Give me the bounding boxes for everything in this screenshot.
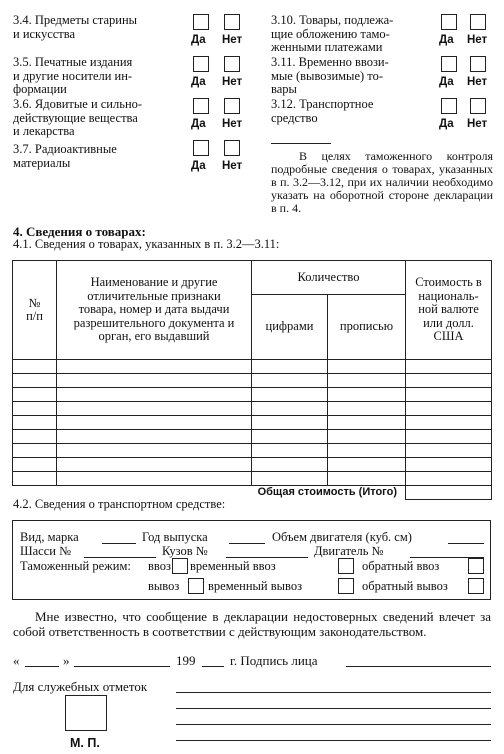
item-3-4-label: 3.4. Предметы старины и искусства [13,13,138,41]
note-separator [271,143,331,144]
table-row[interactable] [13,444,492,458]
import-label: ввоз [148,559,171,573]
temp-import-label: временный ввоз [190,559,276,573]
no-label: Нет [222,76,243,88]
yes-label: Да [439,76,454,88]
col-cost-header: Стоимость в националь-ной валюте или долл. США [406,261,492,360]
col-qty-header: Количество [252,261,406,295]
col-qty-words-header: прописью [328,295,406,360]
transport-title: 4.2. Сведения о транспортном средстве: [13,497,226,511]
section4-subtitle: 4.1. Сведения о товарах, указанных в п. 3.2—3.11: [13,237,280,251]
stamp-box[interactable] [65,695,107,731]
import-checkbox[interactable] [172,558,188,574]
item-3-5-label: 3.5. Печатные издания и другие носители ин- формации [13,55,133,96]
section4-title: 4. Сведения о товарах: [13,224,146,239]
export-label: вывоз [148,579,180,593]
signature-label: г. Подпись лица [230,653,318,668]
table-row[interactable] [13,458,492,472]
table-row[interactable] [13,402,492,416]
goods-table [12,260,492,500]
service-line-1[interactable] [176,692,491,693]
date-month-field[interactable] [74,666,170,667]
engine-label: Двигатель № [314,544,384,558]
temp-export-label: временный вывоз [208,579,303,593]
section3-note: В целях таможенного контроля подробные сведения о товарах, указанных в п. 3.2—3.12, при их наличии необходимо указать на оборотной стороне декларации в п. 4. [271,149,493,215]
liability-statement: Мне известно, что сообщение в декларации недостоверных сведений влечет за собой ответственность в соответствии с действующим законодательством. [13,609,491,639]
item-3-10-yes-checkbox[interactable] [441,14,457,30]
year-prefix: 199 [176,653,196,668]
date-open-quote: « [13,653,20,668]
item-3-6-yes-checkbox[interactable] [193,98,209,114]
yes-label: Да [439,34,454,46]
vehicle-type-field[interactable] [102,543,136,544]
reimport-label: обратный ввоз [362,559,440,573]
table-row[interactable] [13,430,492,444]
yes-label: Да [191,34,206,46]
no-label: Нет [222,160,243,172]
date-day-field[interactable] [25,666,59,667]
item-3-12-yes-checkbox[interactable] [441,98,457,114]
vehicle-year-field[interactable] [229,543,265,544]
reexport-label: обратный вывоз [362,579,448,593]
item-3-12-no-checkbox[interactable] [470,98,486,114]
vehicle-year-label: Год выпуска [142,530,208,544]
vehicle-type-label: Вид, марка [20,530,79,544]
item-3-7-label: 3.7. Радиоактивные материалы [13,142,117,170]
service-marks-label: Для служебных отметок [13,679,148,694]
body-field[interactable] [226,557,308,558]
temp-export-checkbox[interactable] [338,578,354,594]
table-row[interactable] [13,472,492,486]
table-row[interactable] [13,388,492,402]
service-line-4[interactable] [176,740,491,741]
no-label: Нет [467,34,488,46]
yes-label: Да [439,118,454,130]
item-3-5-yes-checkbox[interactable] [193,56,209,72]
export-checkbox[interactable] [188,578,204,594]
service-line-2[interactable] [176,708,491,709]
total-label: Общая стоимость (Итого) [13,486,406,500]
engine-volume-label: Объем двигателя (куб. см) [272,530,412,544]
engine-volume-field[interactable] [448,543,484,544]
date-close-quote: » [63,653,70,668]
item-3-5-no-checkbox[interactable] [224,56,240,72]
item-3-6-no-checkbox[interactable] [224,98,240,114]
yes-label: Да [191,76,206,88]
reexport-checkbox[interactable] [468,578,484,594]
table-row[interactable] [13,360,492,374]
item-3-10-label: 3.10. Товары, подлежа- щие обложению тамо- женными платежами [271,13,394,54]
item-3-11-yes-checkbox[interactable] [441,56,457,72]
col-no-header: № п/п [13,261,57,360]
chassis-label: Шасси № [20,544,71,558]
item-3-4-yes-checkbox[interactable] [193,14,209,30]
signature-field[interactable] [346,666,491,667]
item-3-7-yes-checkbox[interactable] [193,140,209,156]
item-3-11-label: 3.11. Временно ввози- мые (вывозимые) то- вары [271,55,389,96]
item-3-4-no-checkbox[interactable] [224,14,240,30]
reimport-checkbox[interactable] [468,558,484,574]
no-label: Нет [467,76,488,88]
temp-import-checkbox[interactable] [338,558,354,574]
yes-label: Да [191,118,206,130]
item-3-10-no-checkbox[interactable] [470,14,486,30]
item-3-12-label: 3.12. Транспортное средство [271,97,374,125]
item-3-7-no-checkbox[interactable] [224,140,240,156]
stamp-label: М. П. [70,736,100,750]
no-label: Нет [222,34,243,46]
service-line-3[interactable] [176,724,491,725]
no-label: Нет [467,118,488,130]
total-cost-cell[interactable] [406,486,492,500]
item-3-6-label: 3.6. Ядовитые и сильно- действующие вещества и лекарства [13,97,143,138]
col-qty-digits-header: цифрами [252,295,328,360]
customs-regime-label: Таможенный режим: [20,559,131,573]
table-row[interactable] [13,416,492,430]
date-year-field[interactable] [202,666,224,667]
body-label: Кузов № [162,544,208,558]
yes-label: Да [191,160,206,172]
chassis-field[interactable] [84,557,156,558]
table-row[interactable] [13,374,492,388]
col-name-header: Наименование и другие отличительные признаки товара, номер и дата выдачи разрешительного документа и орган, его выдавший [57,261,252,360]
item-3-11-no-checkbox[interactable] [470,56,486,72]
no-label: Нет [222,118,243,130]
